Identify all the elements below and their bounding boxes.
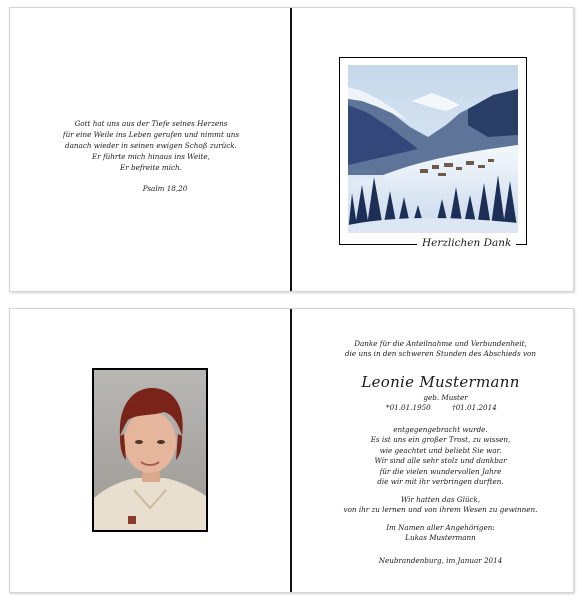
gratitude-text bbox=[308, 495, 573, 516]
intro-text bbox=[308, 339, 573, 360]
signoff-line: Im Namen aller Angehörigen: bbox=[386, 523, 495, 532]
deceased-name: Leonie Mustermann bbox=[361, 373, 520, 391]
verse-line: für eine Weile ins Leben gerufen und nimmt uns bbox=[62, 130, 240, 139]
verse-line: danach wieder in seinen ewigen Schoß zurück. bbox=[65, 141, 237, 150]
verse-line: Er führte mich hinaus ins Weite, bbox=[92, 152, 210, 161]
body-line: entgegengebracht wurde. bbox=[393, 425, 488, 434]
body-line: für die vielen wundervollen Jahre bbox=[379, 466, 502, 476]
signoff-line: Lukas Mustermann bbox=[405, 533, 476, 543]
birth-date: *01.01.1950 bbox=[386, 403, 431, 412]
winter-landscape-frame bbox=[339, 57, 527, 245]
winter-landscape-image bbox=[348, 65, 518, 233]
psalm-verse bbox=[48, 118, 254, 194]
body-line: Wir sind alle sehr stolz und dankbar bbox=[374, 456, 507, 466]
fold-line bbox=[290, 309, 292, 592]
condolence-body bbox=[308, 425, 573, 487]
death-date: †01.01.2014 bbox=[452, 403, 497, 412]
gratitude-line: Wir hatten das Glück, bbox=[400, 495, 481, 504]
maiden-name: geb. Muster bbox=[423, 393, 468, 402]
verse-source: Psalm 18,20 bbox=[142, 184, 188, 193]
thanks-caption: Herzlichen Dank bbox=[417, 237, 516, 249]
gratitude-line: von ihr zu lernen und von ihrem Wesen zu gewinnen. bbox=[343, 505, 538, 515]
intro-line: Danke für die Anteilnahme und Verbundenheit, bbox=[354, 339, 527, 348]
body-line: die wir mit ihr verbringen durften. bbox=[377, 477, 504, 487]
card-outer-spread bbox=[9, 7, 574, 292]
portrait-photo bbox=[94, 370, 206, 530]
body-line: Es ist uns ein großer Trost, zu wissen, bbox=[370, 435, 511, 445]
portrait-frame bbox=[92, 368, 208, 532]
card-inner-spread bbox=[9, 308, 574, 593]
body-line: wie geachtet und beliebt Sie war. bbox=[379, 445, 502, 455]
place-date: Neubrandenburg, im Januar 2014 bbox=[378, 556, 503, 565]
signoff bbox=[308, 523, 573, 544]
verse-line: Er befreite mich. bbox=[120, 163, 182, 172]
intro-line: die uns in den schweren Stunden des Abschieds von bbox=[345, 349, 536, 359]
fold-line bbox=[290, 8, 292, 291]
verse-line: Gott hat uns aus der Tiefe seines Herzens bbox=[74, 119, 228, 128]
